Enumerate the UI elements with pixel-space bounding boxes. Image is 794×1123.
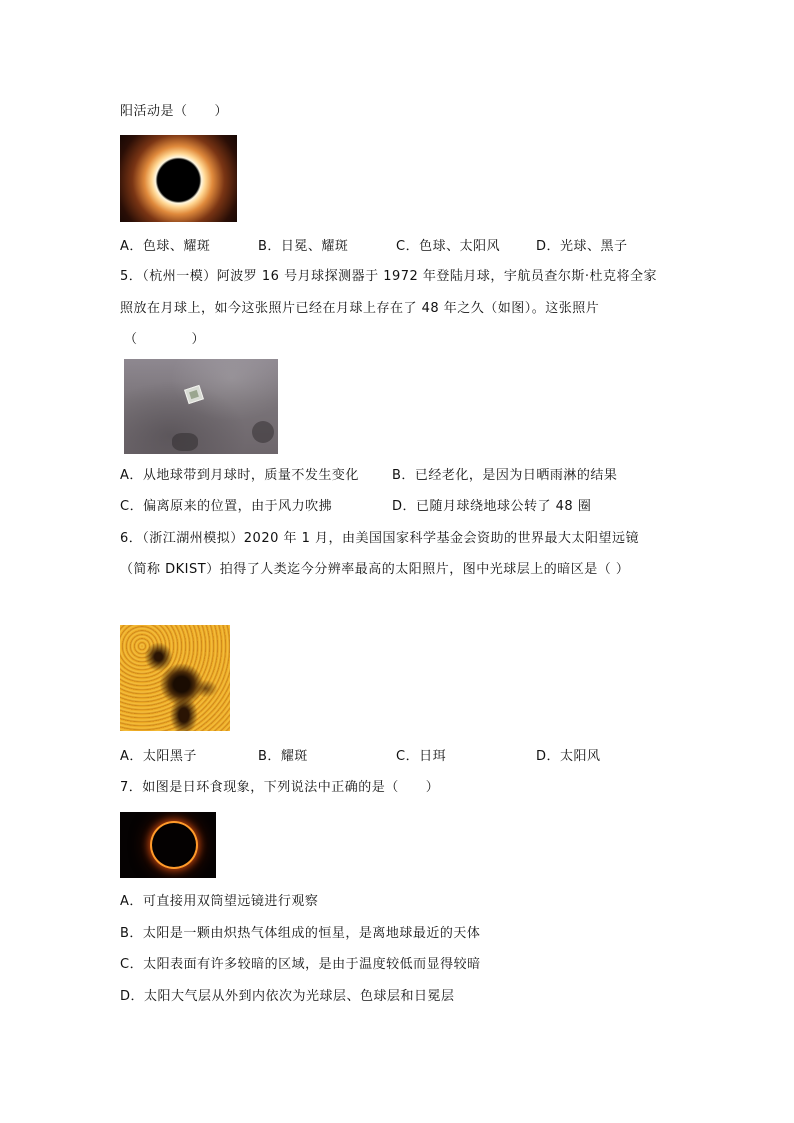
q6-option-b: B．耀斑 <box>258 749 308 764</box>
q7-option-c: C．太阳表面有许多较暗的区域，是由于温度较低而显得较暗 <box>120 957 481 972</box>
q7-option-a: A．可直接用双筒望远镜进行观察 <box>120 894 319 909</box>
q7-option-d: D．太阳大气层从外到内依次为光球层、色球层和日冕层 <box>120 989 455 1004</box>
sunspot-image <box>120 625 230 731</box>
q4-stem-tail: 阳活动是（ ） <box>120 104 229 119</box>
footprint <box>172 433 198 451</box>
q5-stem-line-1: 5．（杭州一模）阿波罗 16 号月球探测器于 1972 年登陆月球，宇航员查尔斯·杜克将全家 <box>120 269 658 284</box>
annular-eclipse-image <box>120 812 216 878</box>
eclipse-ring <box>152 823 196 867</box>
q5-stem-line-3: （ ） <box>124 332 206 347</box>
q4-option-d: D．光球、黑子 <box>536 239 628 254</box>
q5-option-a: A．从地球带到月球时，质量不发生变化 <box>120 468 359 483</box>
q6-stem-line-2: （简称 DKIST）拍得了人类迄今分辨率最高的太阳照片，图中光球层上的暗区是（ ） <box>120 562 630 577</box>
q5-option-c: C．偏离原来的位置，由于风力吹拂 <box>120 499 333 514</box>
q6-option-a: A．太阳黑子 <box>120 749 197 764</box>
family-photo-on-moon <box>184 385 204 404</box>
total-solar-eclipse-image <box>120 135 237 222</box>
q6-stem-line-1: 6．（浙江湖州模拟）2020 年 1 月，由美国国家科学基金会资助的世界最大太阳望远镜 <box>120 531 640 546</box>
q4-option-a: A．色球、耀斑 <box>120 239 211 254</box>
q6-option-d: D．太阳风 <box>536 749 601 764</box>
q4-option-b: B．日冕、耀斑 <box>258 239 349 254</box>
q7-option-b: B．太阳是一颗由炽热气体组成的恒星，是离地球最近的天体 <box>120 926 481 941</box>
q5-option-b: B．已经老化，是因为日晒雨淋的结果 <box>392 468 618 483</box>
moon-surface-photo-image <box>124 359 278 454</box>
q7-stem: 7．如图是日环食现象，下列说法中正确的是（ ） <box>120 780 440 795</box>
q5-option-d: D．已随月球绕地球公转了 48 圈 <box>392 499 592 514</box>
q5-stem-line-2: 照放在月球上，如今这张照片已经在月球上存在了 48 年之久（如图）。这张照片 <box>120 301 600 316</box>
crater <box>252 421 274 443</box>
q6-option-c: C．日珥 <box>396 749 447 764</box>
q4-option-c: C．色球、太阳风 <box>396 239 501 254</box>
